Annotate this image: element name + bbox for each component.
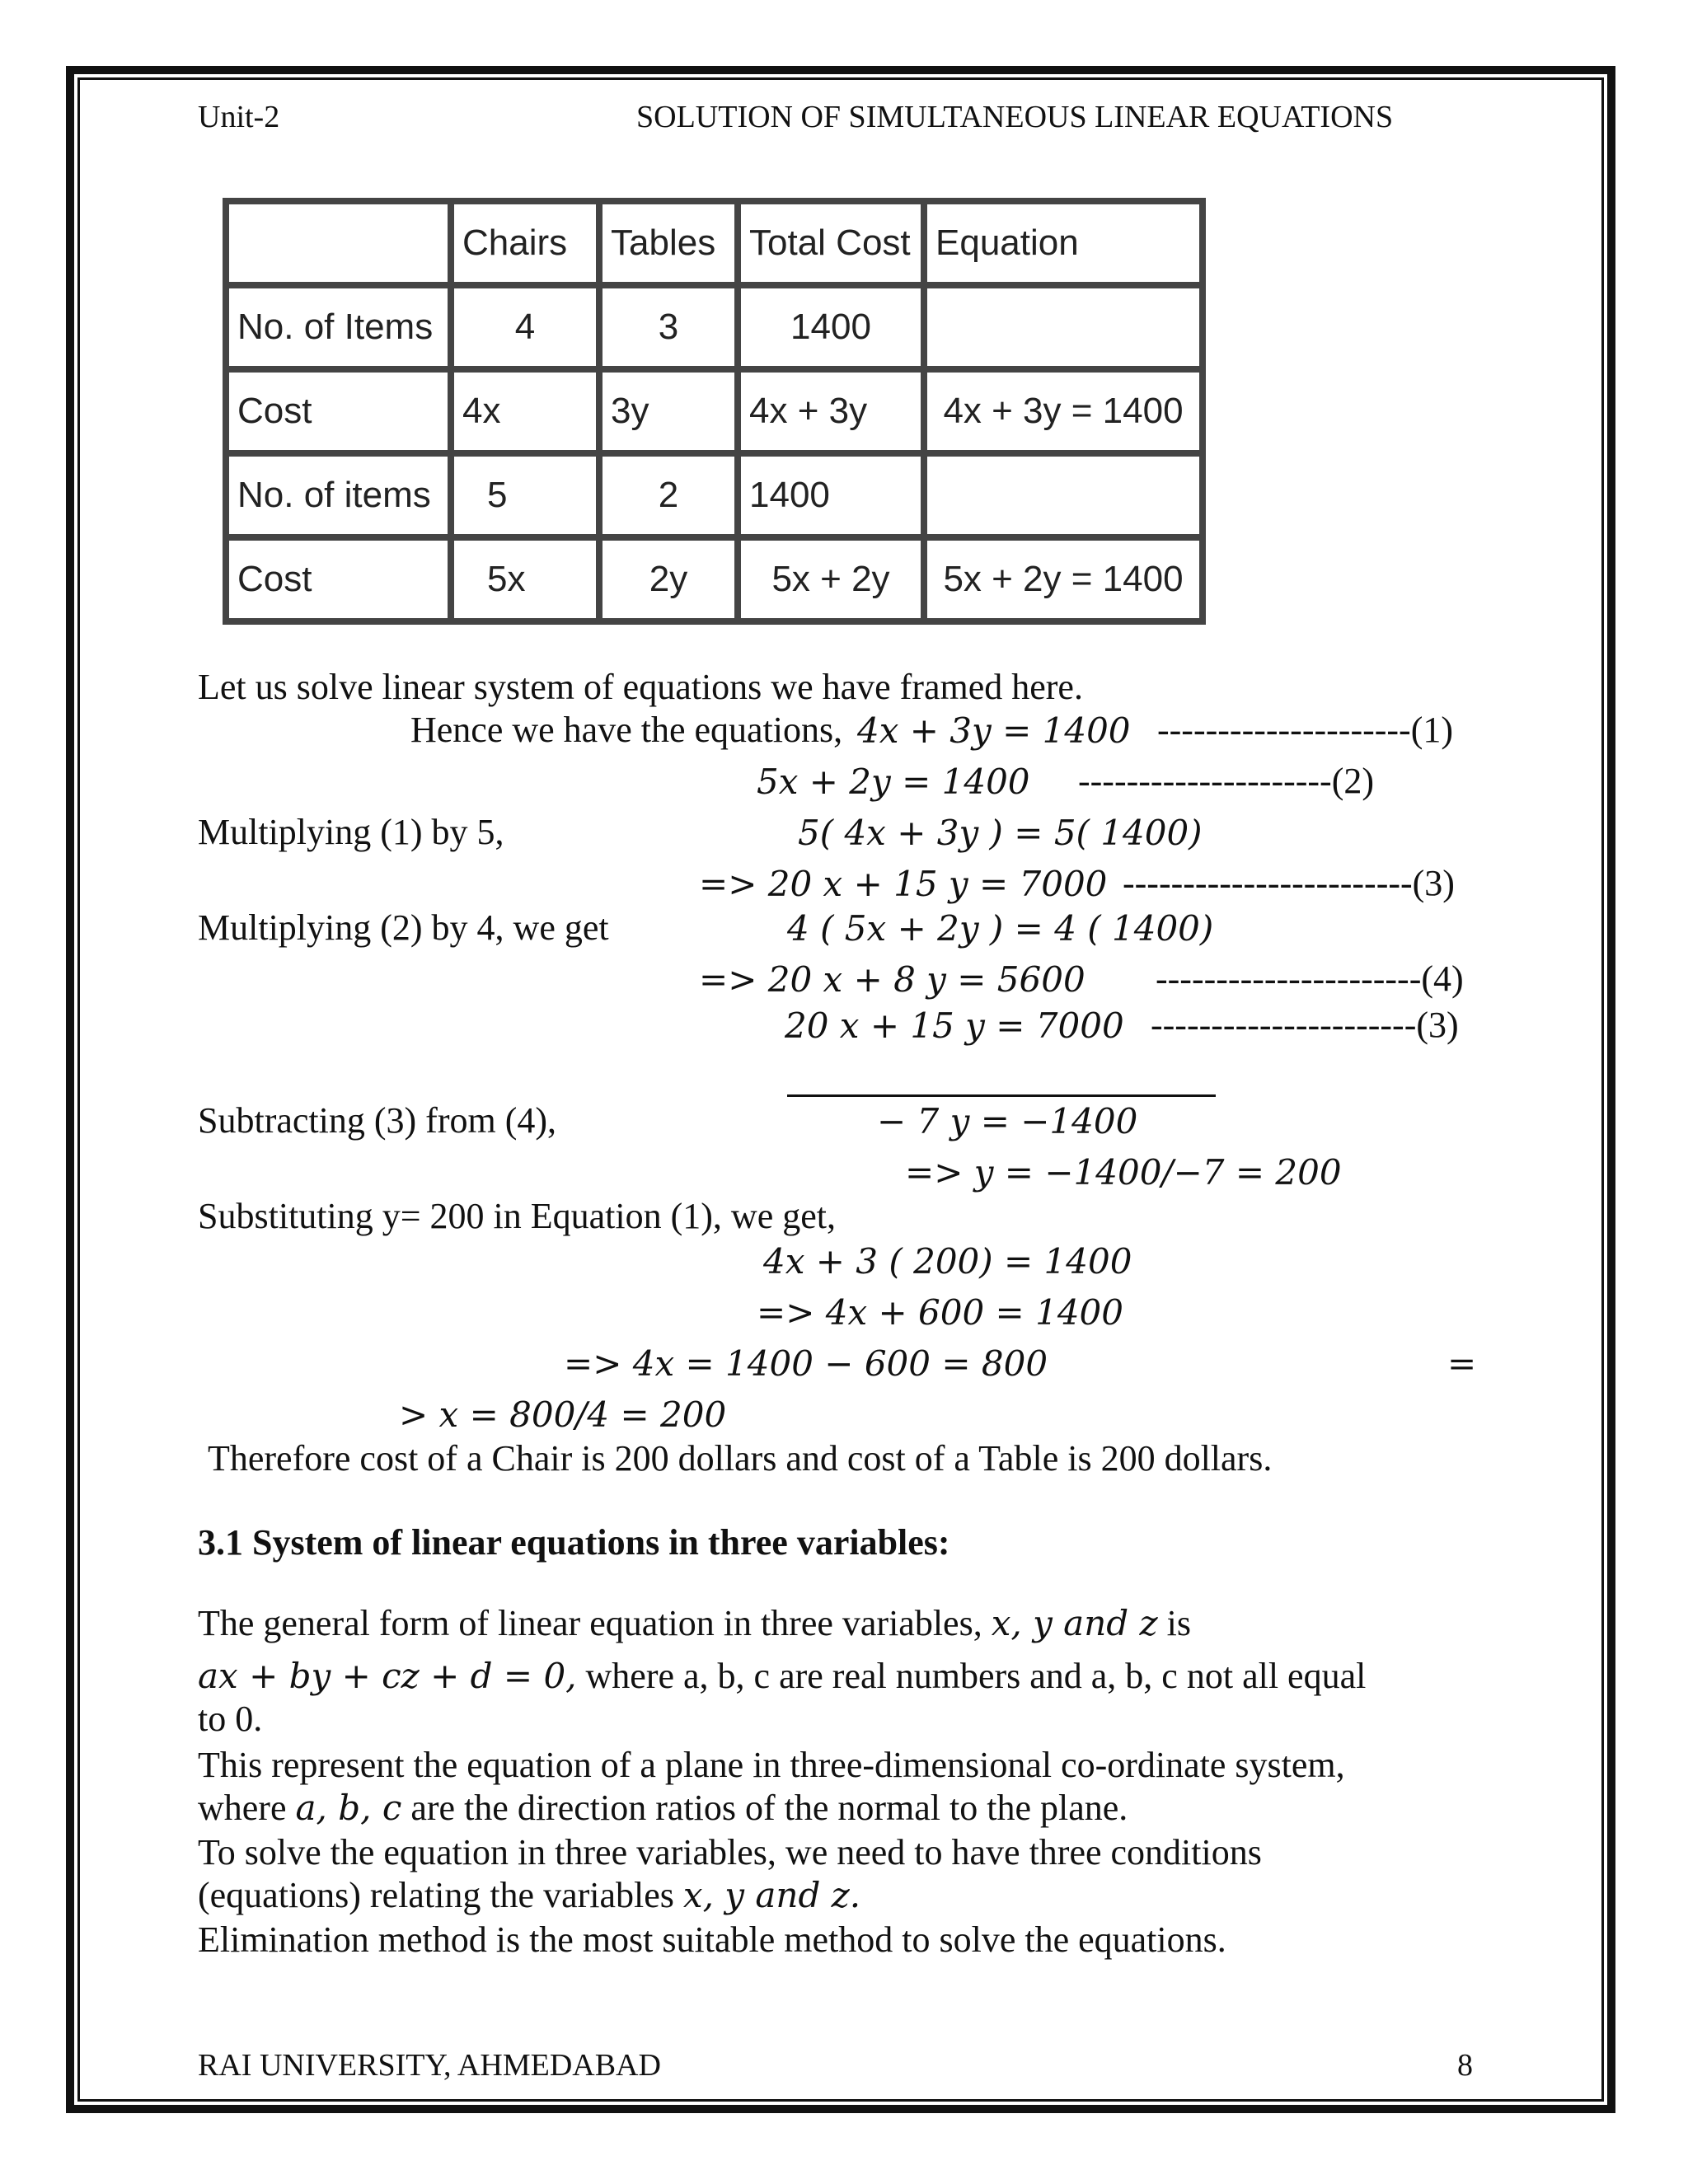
table-cell: 4x <box>451 369 599 453</box>
table-cell: 1400 <box>738 285 924 369</box>
table-cell: 5x + 2y = 1400 <box>924 537 1203 621</box>
text-span: The general form of linear equation in three variables, <box>198 1603 982 1643</box>
section-paragraph: To solve the equation in three variables, we need to have three conditions <box>198 1832 1262 1872</box>
substitute-step-1: 4x + 3 ( 200) = 1400 <box>763 1241 1132 1282</box>
cost-table <box>223 198 1206 625</box>
table-cell: 5x + 2y <box>738 537 924 621</box>
table-cell: 4 <box>451 285 599 369</box>
multiply-1-label: Multiplying (1) by 5, <box>198 812 504 852</box>
table-cell: 1400 <box>738 453 924 537</box>
section-heading: 3.1 System of linear equations in three variables: <box>198 1522 950 1563</box>
equation-2-tag: ---------------------(2) <box>1078 761 1375 801</box>
intro-text: Let us solve linear system of equations we have framed here. <box>198 667 1083 707</box>
table-cell: Equation <box>924 201 1203 285</box>
table-cell: Cost <box>226 537 451 621</box>
table-cell: 2y <box>599 537 738 621</box>
conclusion-text: Therefore cost of a Chair is 200 dollars and cost of a Table is 200 dollars. <box>208 1438 1273 1479</box>
header-title: SOLUTION OF SIMULTANEOUS LINEAR EQUATIONS <box>636 100 1394 134</box>
text-span: (equations) relating the variables <box>198 1875 674 1915</box>
equation-3-repeat: 20 x + 15 y = 7000 <box>785 1005 1124 1046</box>
text-span: are the direction ratios of the normal to the plane. <box>410 1788 1128 1828</box>
y-result: => y = −1400/−7 = 200 <box>905 1152 1342 1193</box>
table-row <box>226 453 1203 537</box>
equation-3-repeat-tag: ----------------------(3) <box>1151 1005 1459 1045</box>
table-cell: Tables <box>599 201 738 285</box>
table-cell <box>924 453 1203 537</box>
equation-1: 4x + 3y = 1400 <box>857 710 1131 751</box>
footer-university: RAI UNIVERSITY, AHMEDABAD <box>198 2048 661 2083</box>
equation-3-tag: ------------------------(3) <box>1123 863 1455 903</box>
table-row <box>226 369 1203 453</box>
page-number: 8 <box>1457 2048 1473 2083</box>
table-cell: 2 <box>599 453 738 537</box>
multiply-2-equation: 4 ( 5x + 2y ) = 4 ( 1400) <box>787 908 1214 949</box>
subtraction-rule <box>787 1094 1216 1097</box>
table-cell: 5x <box>451 537 599 621</box>
substitute-step-3: => 4x = 1400 − 600 = 800 <box>564 1343 1048 1384</box>
equation-4-tag: ----------------------(4) <box>1156 958 1464 999</box>
table-row <box>226 537 1203 621</box>
section-paragraph <box>198 1787 1128 1829</box>
math-span: a, b, c <box>295 1788 402 1828</box>
substitute-step-4: > x = 800/4 = 200 <box>399 1394 727 1435</box>
multiply-2-label: Multiplying (2) by 4, we get <box>198 907 609 948</box>
table-cell: 4x + 3y <box>738 369 924 453</box>
section-paragraph <box>198 1655 1366 1697</box>
table-cell: 3 <box>599 285 738 369</box>
subtract-equation: − 7 y = −1400 <box>877 1101 1138 1141</box>
section-paragraph <box>198 1602 1191 1644</box>
subtract-label: Subtracting (3) from (4), <box>198 1100 556 1141</box>
table-header-row <box>226 201 1203 285</box>
table-cell: 5 <box>451 453 599 537</box>
header-unit: Unit-2 <box>198 100 280 134</box>
multiply-1-equation: 5( 4x + 3y ) = 5( 1400) <box>798 813 1203 853</box>
text-span: where <box>198 1788 287 1828</box>
table-cell: No. of Items <box>226 285 451 369</box>
table-cell: 4x + 3y = 1400 <box>924 369 1203 453</box>
math-span: x, y and z. <box>682 1875 861 1915</box>
table-cell: Cost <box>226 369 451 453</box>
text-span: is <box>1166 1603 1191 1643</box>
table-cell <box>226 201 451 285</box>
equation-4: => 20 x + 8 y = 5600 <box>699 959 1085 1000</box>
section-paragraph <box>198 1874 860 1916</box>
equation-2: 5x + 2y = 1400 <box>757 762 1030 802</box>
section-paragraph: This represent the equation of a plane in three-dimensional co-ordinate system, <box>198 1745 1345 1785</box>
math-span: x, y and z <box>991 1603 1158 1643</box>
table-cell: 3y <box>599 369 738 453</box>
text-span: where a, b, c are real numbers and a, b, c not all equal <box>585 1656 1367 1696</box>
equation-3: => 20 x + 15 y = 7000 <box>699 864 1108 904</box>
table-row <box>226 285 1203 369</box>
table-cell: Chairs <box>451 201 599 285</box>
substitute-step-3-tail: = <box>1447 1343 1477 1384</box>
substitute-step-2: => 4x + 600 = 1400 <box>757 1292 1123 1333</box>
section-paragraph: to 0. <box>198 1699 263 1739</box>
table-cell: Total Cost <box>738 201 924 285</box>
equation-1-tag: ---------------------(1) <box>1157 710 1454 750</box>
table-cell: No. of items <box>226 453 451 537</box>
section-paragraph: Elimination method is the most suitable method to solve the equations. <box>198 1919 1226 1960</box>
hence-text: Hence we have the equations, <box>410 710 843 750</box>
general-form-equation: ax + by + cz + d = 0, <box>198 1656 577 1696</box>
substitute-label: Substituting y= 200 in Equation (1), we get, <box>198 1196 836 1236</box>
table-cell <box>924 285 1203 369</box>
